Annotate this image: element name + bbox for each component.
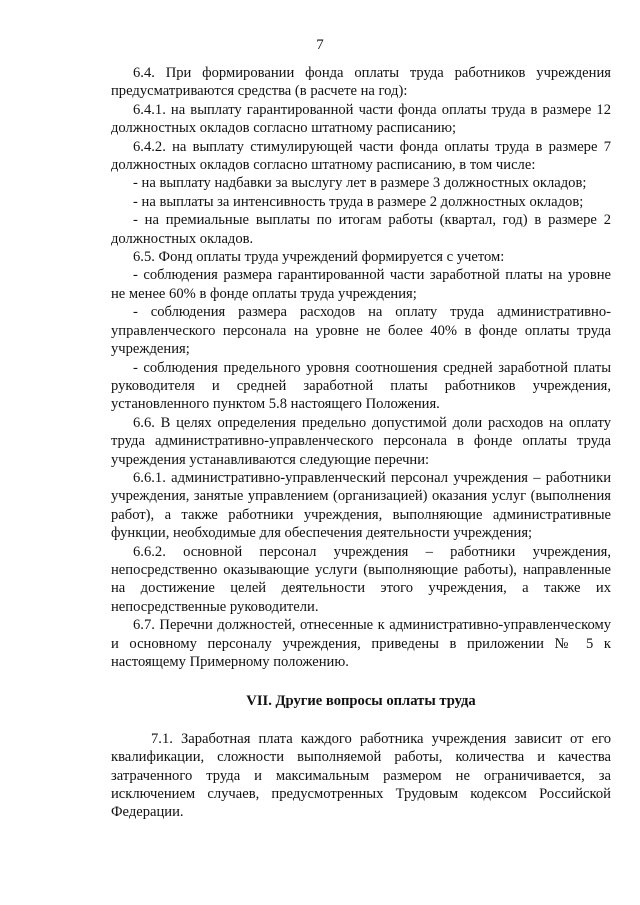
paragraph-7-1: 7.1. Заработная плата каждого работника учреждения зависит от его квалификации, сложности выполняемой работы, количества и качества затраченного труда и максимальным размером не ограничивается, за исключением случаев, предусмотренных Трудовым кодексом Российской Федерации. [111,730,611,821]
paragraph-6-6: 6.6. В целях определения предельно допустимой доли расходов на оплату труда административно-управленческого персонала в фонде оплаты труда учреждения устанавливаются следующие перечни: [111,414,611,468]
list-item-bonus-payments: - на премиальные выплаты по итогам работы (квартал, год) в размере 2 должностных окладов. [111,212,611,247]
paragraph-6-4-1: 6.4.1. на выплату гарантированной части фонда оплаты труда в размере 12 должностных окладов согласно штатному расписанию; [111,101,611,137]
list-item-intensity-payments: - на выплаты за интенсивность труда в размере 2 должностных окладов; [133,193,584,210]
page-number: 7 [316,37,324,53]
paragraph-6-4: 6.4. При формировании фонда оплаты труда работников учреждения предусматриваются средства (в расчете на год): [111,65,611,100]
list-item-guaranteed-part: - соблюдения размера гарантированной части заработной платы на уровне не менее 60% в фонде оплаты труда учреждения; [111,267,611,302]
paragraph-6-6-1: 6.6.1. административно-управленческий персонал учреждения – работники учреждения, занятые управлением (организацией) оказания услуг (выполнения работ), а также работники учреждения, выполняющие административные функции, необходимые для обеспечения деятельности учреждения; [111,469,611,542]
paragraph-6-4-2: 6.4.2. на выплату стимулирующей части фонда оплаты труда в размере 7 должностных окладов согласно штатному расписанию, в том числе: [111,138,611,174]
paragraph-6-7: 6.7. Перечни должностей, отнесенные к административно-управленческому и основному персоналу учреждения, приведены в приложении № 5 к настоящему Примерному положению. [111,617,611,670]
list-item-seniority-bonus: - на выплату надбавки за выслугу лет в размере 3 должностных окладов; [133,175,587,192]
paragraph-6-5: 6.5. Фонд оплаты труда учреждений формируется с учетом: [133,249,505,266]
paragraph-6-6-2: 6.6.2. основной персонал учреждения – работники учреждения, непосредственно оказывающие услуги (выполняющие работы), направленные на достижение целей деятельности этого учреждения, а также их непосредственные руководители. [111,543,611,615]
list-item-admin-expenses: - соблюдения размера расходов на оплату труда административно-управленческого персонала на уровне не более 40% в фонде оплаты труда учреждения; [111,304,611,358]
section-7-title: VII. Другие вопросы оплаты труда [246,693,476,710]
document-body [111,64,611,822]
list-item-salary-ratio: - соблюдения предельного уровня соотношения средней заработной платы руководителя и средней заработной платы работников учреждения, установленного пунктом 5.8 настоящего Положения. [111,359,611,413]
